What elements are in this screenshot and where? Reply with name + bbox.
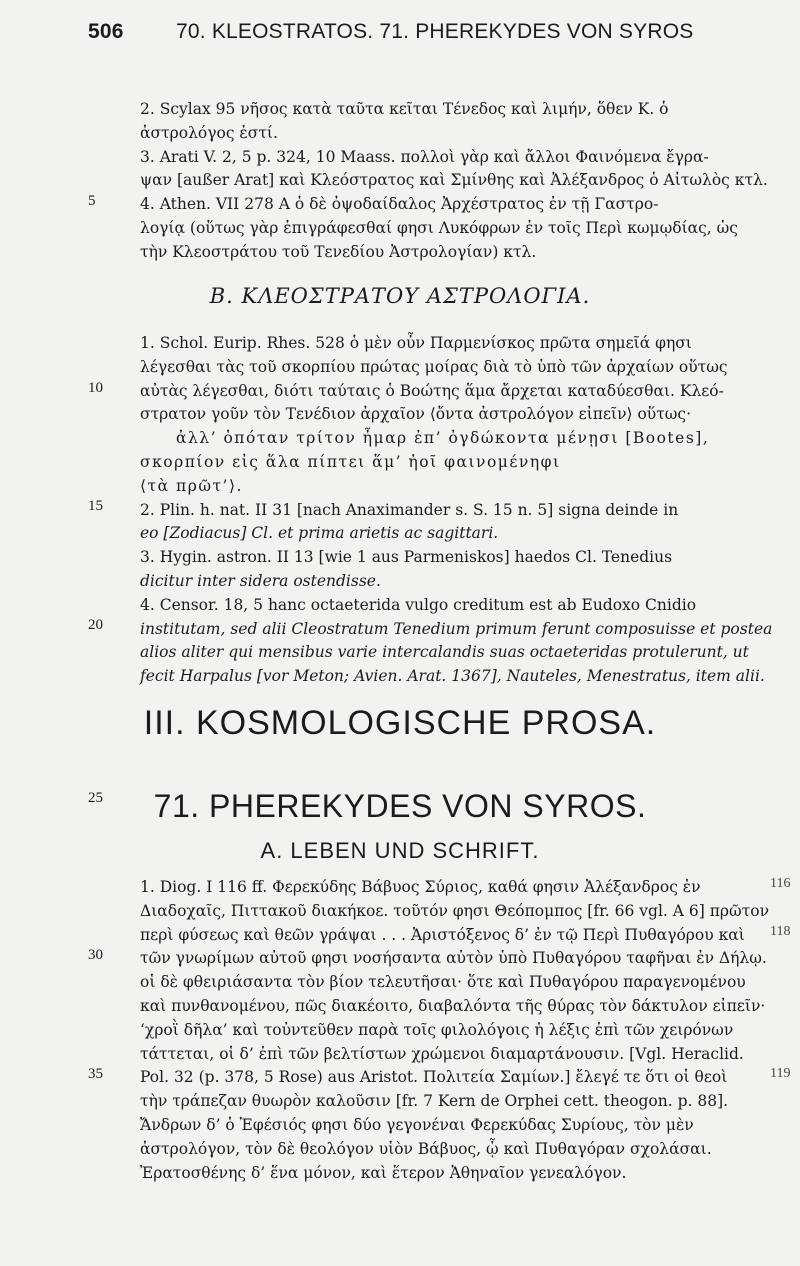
text-line: ψαν [außer Arat] καὶ Κλεόστρατος καὶ Σμίνθης καὶ Ἀλέξανδρος ὁ Αἰτωλὸς κτλ. — [140, 171, 768, 190]
text-line: ‘χροῒ δῆλα’ καὶ τοὐντεῦθεν παρὰ τοῖς φιλολόγοις ἡ λέξις ἐπὶ τῶν χειρόνων — [140, 1020, 734, 1039]
text-line: 1. Schol. Eurip. Rhes. 528 ὁ μὲν οὖν Παρμενίσκος πρῶτα σημεῖά φησι — [140, 334, 692, 352]
text-line: τάττεται, οἱ δ’ ἐπὶ τῶν βελτίστων χρώμενοι διαμαρτάνουσιν. [Vgl. Heraclid. — [140, 1044, 744, 1063]
text-line: τὴν Κλεοστράτου τοῦ Τενεδίου Ἀστρολογίαν) κτλ. — [140, 242, 537, 261]
text-line: eo [Zodiacus] Cl. et prima arietis ac sagittari. — [140, 524, 499, 543]
section-a-title: A. LEBEN UND SCHRIFT. — [260, 838, 540, 863]
paragraph-block-2 — [140, 332, 773, 689]
text-line: περὶ φύσεως καὶ θεῶν γράψαι . . . Ἀριστόξενος δ’ ἐν τῷ Περὶ Πυθαγόρου καὶ — [140, 925, 745, 944]
text-line: fecit Harpalus [vor Meton; Avien. Arat. 1367], Nauteles, Menestratus, item alii. — [140, 667, 765, 686]
text-line: 4. Censor. 18, 5 hanc octaeterida vulgo creditum est ab Eudoxo Cnidio — [140, 595, 697, 614]
text-line: αὐτὰς λέγεσθαι, διότι ταύταις ὁ Βοώτης ἅμα ἄρχεται καταδύεσθαι. Κλεό- — [140, 381, 724, 400]
text-line: ἀστρολόγον, τὸν δὲ θεολόγον υἱὸν Βάβυος, ᾧ καὶ Πυθαγόραν σχολάσαι. — [140, 1139, 712, 1158]
text-line: καὶ πυνθανομένου, πῶς διακέοιτο, διαβαλόντα τῆς θύρας τὸν δάκτυλον εἰπεῖν· — [140, 996, 766, 1015]
text-line: institutam, sed alii Cleostratum Tenedium primum ferunt composuisse et postea — [140, 619, 773, 638]
text-line: τὴν τράπεζαν θυωρὸν καλοῦσιν [fr. 7 Kern de Orphei cett. theogon. p. 88]. — [140, 1092, 729, 1111]
line-number: 25 — [88, 790, 103, 806]
margin-reference: 119 — [770, 1066, 791, 1081]
section-b-title: B. ΚΛΕΟΣΤΡΑΤΟΥ ΑΣΤΡΟΛΟΓΙΑ. — [209, 284, 591, 308]
section-iii-title: III. KOSMOLOGISCHE PROSA. — [143, 704, 657, 742]
line-number: 35 — [88, 1066, 103, 1082]
line-number: 15 — [88, 498, 103, 514]
text-line: Pol. 32 (p. 378, 5 Rose) aus Aristot. Πολιτεία Σαμίων.] ἔλεγέ τε ὅτι οἱ θεοὶ — [140, 1068, 728, 1087]
text-line: 4. Athen. VII 278 A ὁ δὲ ὀψοδαίδαλος Ἀρχέστρατος ἐν τῇ Γαστρο- — [140, 195, 659, 214]
text-line: 2. Scylax 95 νῆσος κατὰ ταῦτα κεῖται Τένεδος καὶ λιμήν, ὅθεν Κ. ὁ — [140, 100, 669, 118]
margin-reference: 118 — [770, 924, 791, 939]
text-line: 2. Plin. h. nat. II 31 [nach Anaximander s. S. 15 n. 5] signa deinde in — [140, 500, 679, 519]
paragraph-block-3 — [140, 876, 770, 1185]
text-line: 1. Diog. I 116 ff. Φερεκύδης Βάβυος Σύριος, καθά φησιν Ἀλέξανδρος ἐν — [140, 878, 701, 896]
page-header — [88, 20, 728, 50]
line-number: 5 — [88, 193, 96, 209]
text-line: Ἄνδρων δ’ ὁ Ἐφέσιός φησι δύο γεγονέναι Φερεκύδας Συρίους, τὸν μὲν — [140, 1115, 694, 1134]
text-line: στρατον γοῦν τὸν Τενέδιον ἀρχαῖον ⟨ὄντα ἀστρολόγον εἰπεῖν⟩ οὕτως· — [140, 405, 692, 424]
paragraph-block-1 — [140, 98, 768, 265]
text-line: 3. Arati V. 2, 5 p. 324, 10 Maass. πολλοὶ γὰρ καὶ ἄλλοι Φαινόμενα ἔγρα- — [140, 147, 709, 166]
line-number: 10 — [88, 380, 103, 396]
line-number: 30 — [88, 947, 103, 963]
margin-reference: 116 — [770, 876, 791, 891]
text-line: λέγεσθαι τὰς τοῦ σκορπίου πρώτας μοίρας διὰ τὸ ὑπὸ τῶν ἀρχαίων οὕτως — [140, 357, 728, 376]
text-line: Διαδοχαῖς, Πιττακοῦ διακήκοε. τοῦτόν φησι Θεόπομπος [fr. 66 vgl. A 6] πρῶτον — [140, 901, 770, 920]
verse-line: ἀλλ’ ὁπόταν τρίτον ἦμαρ ἐπ’ ὀγδώκοντα μένῃσι [Bootes], — [176, 429, 710, 448]
verse-line: σκορπίον εἰς ἅλα πίπτει ἅμ’ ἠοῖ φαινομένηφι — [140, 452, 561, 471]
text-line: οἱ δὲ φθειριάσαντα τὸν βίον τελευτῆσαι· ὅτε καὶ Πυθαγόρου παραγενομένου — [140, 973, 746, 992]
line-number: 20 — [88, 617, 103, 633]
running-title: 70. KLEOSTRATOS. 71. PHEREKYDES VON SYROS — [176, 20, 694, 43]
page-number: 506 — [88, 20, 124, 43]
text-line: λογίᾳ (οὕτως γὰρ ἐπιγράφεσθαί φησι Λυκόφρων ἐν τοῖς Περὶ κωμῳδίας, ὡς — [140, 218, 738, 237]
text-line: 3. Hygin. astron. II 13 [wie 1 aus Parmeniskos] haedos Cl. Tenedius — [140, 548, 673, 567]
text-line: dicitur inter sidera ostendisse. — [140, 571, 381, 590]
verse-line: ⟨τὰ πρῶτ’⟩. — [140, 476, 243, 495]
text-line: Ἐρατοσθένης δ’ ἕνα μόνον, καὶ ἕτερον Ἀθηναῖον γενεαλόγον. — [140, 1163, 627, 1182]
section-71-title: 71. PHEREKYDES VON SYROS. — [153, 788, 647, 824]
text-line: alios aliter qui mensibus varie intercalandis suas octaeteridas protulerunt, ut — [140, 643, 749, 662]
text-line: ἀστρολόγος ἐστί. — [140, 123, 278, 142]
text-line: τῶν γνωρίμων αὐτοῦ φησι νοσήσαντα αὐτὸν ὑπὸ Πυθαγόρου ταφῆναι ἐν Δήλῳ. — [140, 949, 767, 968]
